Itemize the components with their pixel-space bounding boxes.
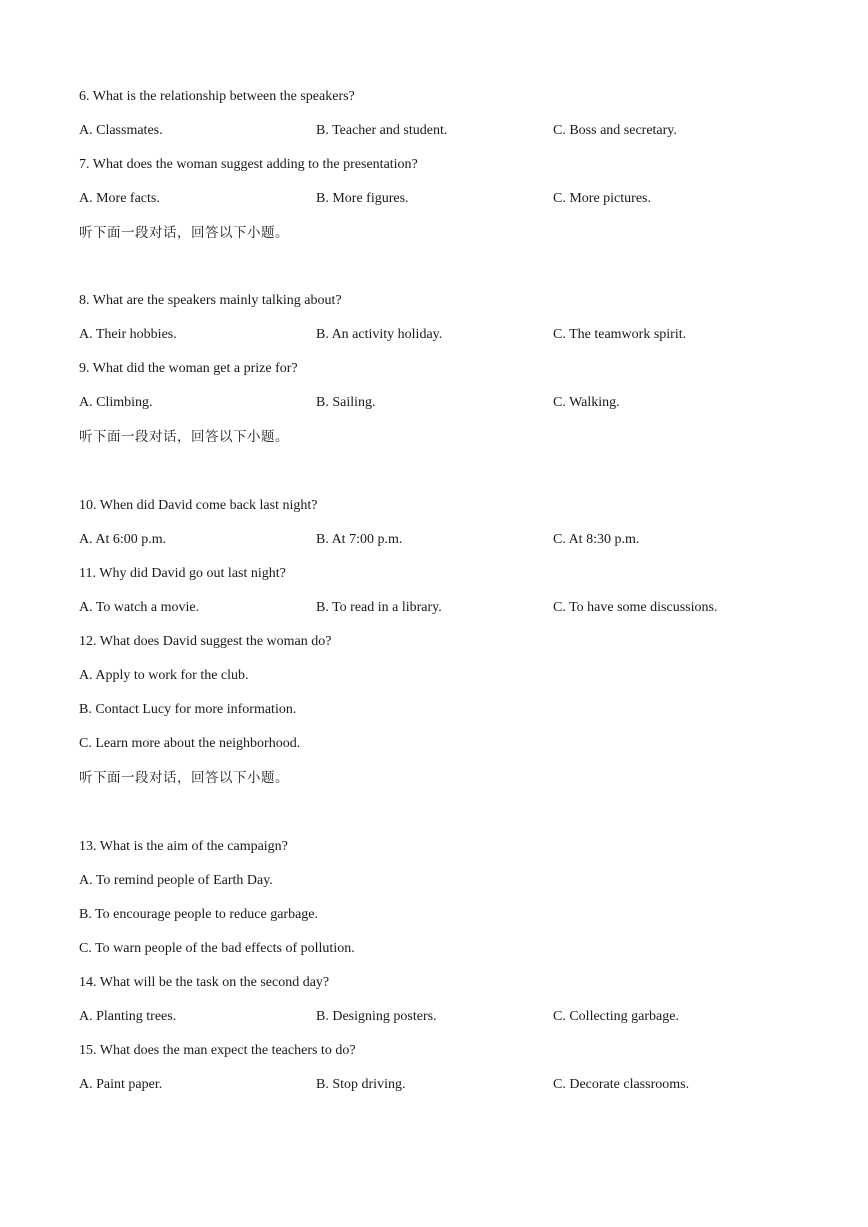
q15-option-a: A. Paint paper. — [79, 1077, 163, 1092]
q8-option-b: B. An activity holiday. — [316, 327, 443, 342]
question-12: 12. What does David suggest the woman do? — [79, 634, 332, 649]
question-15: 15. What does the man expect the teachers to do? — [79, 1043, 356, 1058]
section-instruction-1: 听下面一段对话，回答以下小题。 — [79, 225, 289, 241]
q15-option-b: B. Stop driving. — [316, 1077, 406, 1092]
q7-option-a: A. More facts. — [79, 191, 160, 206]
q6-option-c: C. Boss and secretary. — [553, 123, 677, 138]
q14-option-c: C. Collecting garbage. — [553, 1009, 679, 1024]
q7-option-b: B. More figures. — [316, 191, 409, 206]
q10-option-a: A. At 6:00 p.m. — [79, 532, 167, 547]
q11-option-a: A. To watch a movie. — [79, 600, 200, 615]
q10-option-c: C. At 8:30 p.m. — [553, 532, 640, 547]
q11-option-c: C. To have some discussions. — [553, 600, 718, 615]
question-13: 13. What is the aim of the campaign? — [79, 839, 288, 854]
q14-option-b: B. Designing posters. — [316, 1009, 437, 1024]
q11-option-b: B. To read in a library. — [316, 600, 442, 615]
question-8: 8. What are the speakers mainly talking about? — [79, 293, 342, 308]
q13-option-c: C. To warn people of the bad effects of pollution. — [79, 941, 355, 956]
q7-option-c: C. More pictures. — [553, 191, 651, 206]
q9-option-a: A. Climbing. — [79, 395, 153, 410]
q13-option-a: A. To remind people of Earth Day. — [79, 873, 273, 888]
q13-option-b: B. To encourage people to reduce garbage. — [79, 907, 318, 922]
q9-option-c: C. Walking. — [553, 395, 620, 410]
q6-option-b: B. Teacher and student. — [316, 123, 448, 138]
question-14: 14. What will be the task on the second day? — [79, 975, 330, 990]
question-11: 11. Why did David go out last night? — [79, 566, 286, 581]
question-6: 6. What is the relationship between the speakers? — [79, 89, 355, 104]
q15-option-c: C. Decorate classrooms. — [553, 1077, 690, 1092]
question-9: 9. What did the woman get a prize for? — [79, 361, 298, 376]
q8-option-c: C. The teamwork spirit. — [553, 327, 687, 342]
q6-option-a: A. Classmates. — [79, 123, 163, 138]
question-7: 7. What does the woman suggest adding to the presentation? — [79, 157, 418, 172]
q8-option-a: A. Their hobbies. — [79, 327, 177, 342]
q9-option-b: B. Sailing. — [316, 395, 376, 410]
q14-option-a: A. Planting trees. — [79, 1009, 177, 1024]
q12-option-a: A. Apply to work for the club. — [79, 668, 249, 683]
question-10: 10. When did David come back last night? — [79, 498, 318, 513]
q12-option-c: C. Learn more about the neighborhood. — [79, 736, 301, 751]
section-instruction-3: 听下面一段对话，回答以下小题。 — [79, 770, 289, 786]
q12-option-b: B. Contact Lucy for more information. — [79, 702, 297, 717]
q10-option-b: B. At 7:00 p.m. — [316, 532, 403, 547]
section-instruction-2: 听下面一段对话，回答以下小题。 — [79, 429, 289, 445]
